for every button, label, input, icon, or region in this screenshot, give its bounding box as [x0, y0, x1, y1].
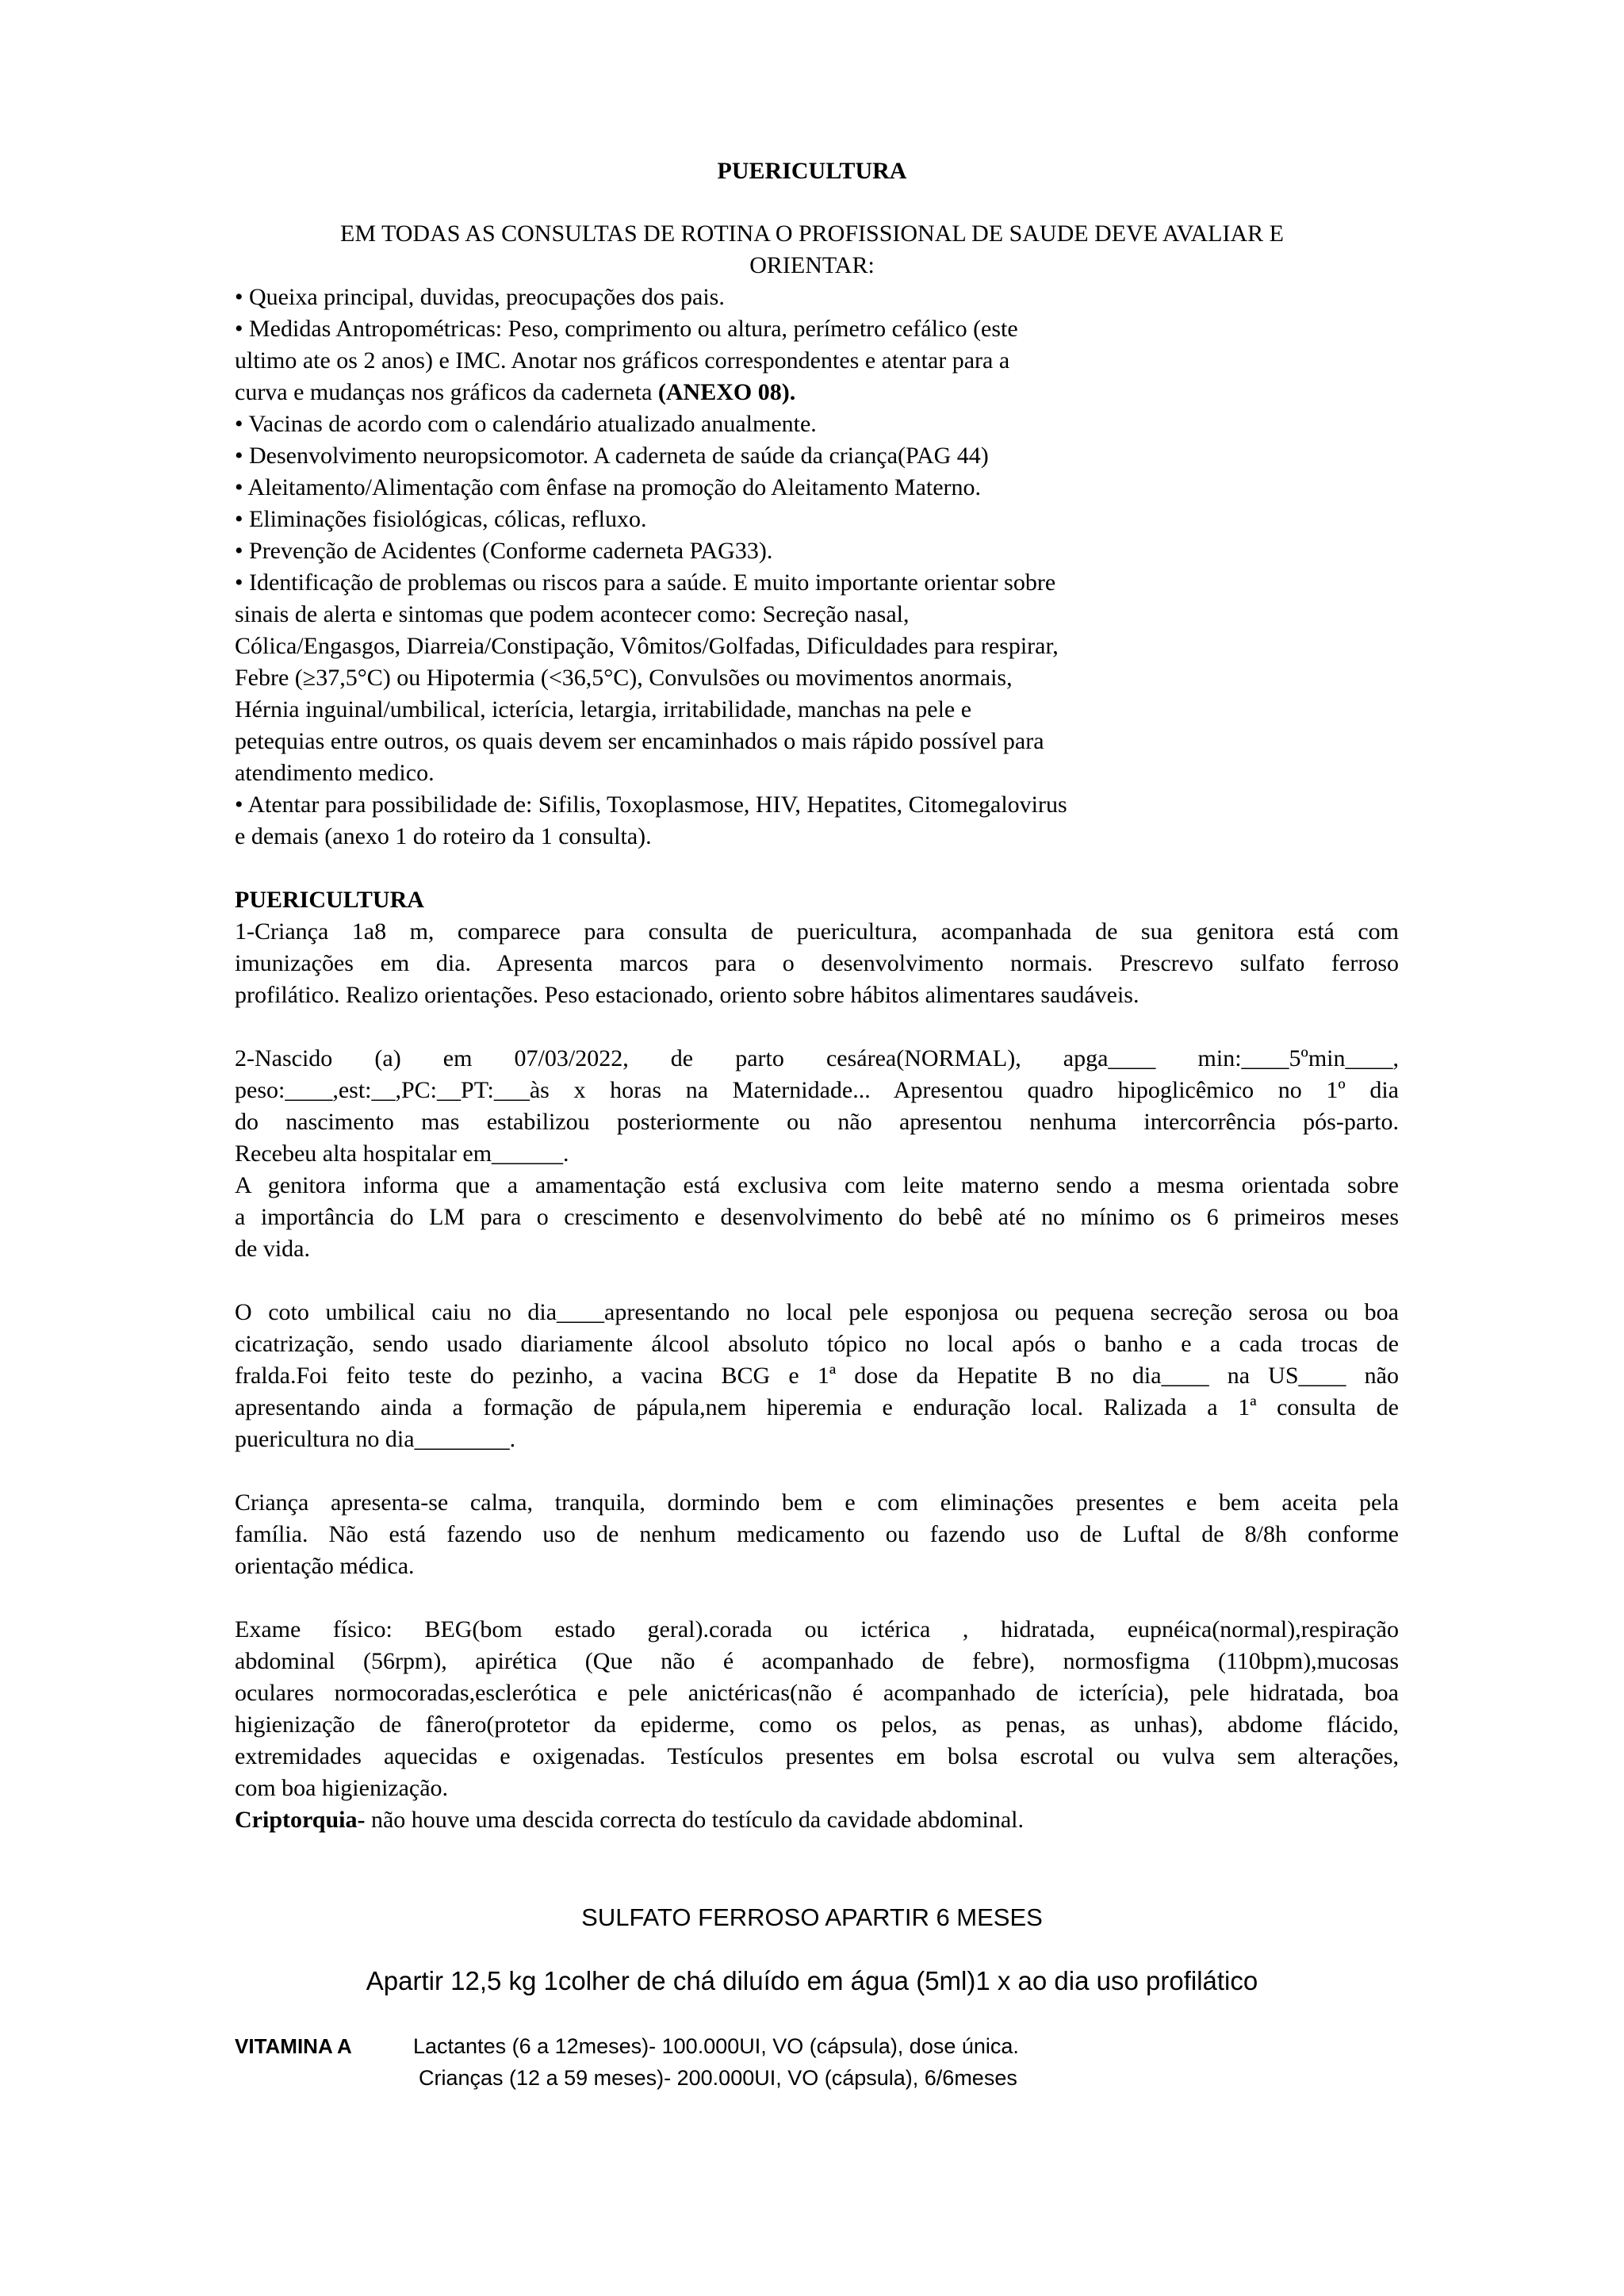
- section-heading: PUERICULTURA: [235, 887, 424, 913]
- case-paragraph-2: [235, 1043, 1399, 1265]
- sulfato-heading: SULFATO FERROSO APARTIR 6 MESES: [581, 1903, 1043, 1931]
- paragraph-line: cicatrização, sendo usado diariamente álcool absoluto tópico no local após o banho e a cada trocas de: [235, 1331, 1399, 1357]
- sulfato-dose: Apartir 12,5 kg 1colher de chá diluído em água (5ml)1 x ao dia uso profilático: [366, 1966, 1258, 1995]
- paragraph-line: puericultura no dia________.: [235, 1426, 516, 1452]
- intro-line: • Eliminações fisiológicas, cólicas, refluxo.: [235, 506, 647, 532]
- intro-line: • Identificação de problemas ou riscos para a saúde. E muito importante orientar sobre: [235, 569, 1056, 596]
- intro-line: • Prevenção de Acidentes (Conforme caderneta PAG33).: [235, 538, 773, 564]
- paragraph-line: do nascimento mas estabilizou posteriormente ou não apresentou nenhuma intercorrência pós-parto.: [235, 1109, 1399, 1135]
- paragraph-line: fralda.Foi feito teste do pezinho, a vacina BCG e 1ª dose da Hepatite B no dia____ na US____ não: [235, 1363, 1399, 1389]
- paragraph-line: imunizações em dia. Apresenta marcos para o desenvolvimento normais. Prescrevo sulfato ferroso: [235, 950, 1399, 976]
- criptorquia-definition: não houve uma descida correcta do testículo da cavidade abdominal.: [365, 1807, 1024, 1833]
- intro-line: • Aleitamento/Alimentação com ênfase na promoção do Aleitamento Materno.: [235, 474, 982, 500]
- intro-line-annex: [235, 377, 795, 408]
- case-paragraph-1: [235, 916, 1399, 1011]
- paragraph-line: abdominal (56rpm), apirética (Que não é acompanhado de febre), normosfigma (110bpm),mucosas: [235, 1648, 1399, 1674]
- paragraph-line: A genitora informa que a amamentação está exclusiva com leite materno sendo a mesma orientada sobre: [235, 1172, 1399, 1198]
- vitamina-label: VITAMINA A: [235, 2034, 352, 2058]
- intro-line: Hérnia inguinal/umbilical, icterícia, letargia, irritabilidade, manchas na pele e: [235, 696, 972, 723]
- paragraph-line: oculares normocoradas,esclerótica e pele anictéricas(não é acompanhado de icterícia), pele hidratada, boa: [235, 1680, 1399, 1706]
- intro-line: • Desenvolvimento neuropsicomotor. A caderneta de saúde da criança(PAG 44): [235, 443, 989, 469]
- vitamina-dose-line2: Crianças (12 a 59 meses)- 200.000UI, VO (cápsula), 6/6meses: [419, 2066, 1017, 2090]
- intro-line: • Vacinas de acordo com o calendário atualizado anualmente.: [235, 411, 817, 437]
- paragraph-line: 1-Criança 1a8 m, comparece para consulta de puericultura, acompanhada de sua genitora está com: [235, 918, 1399, 945]
- paragraph-line: peso:____,est:__,PC:__PT:___às x horas na Maternidade... Apresentou quadro hipoglicêmico no 1º dia: [235, 1077, 1399, 1103]
- paragraph-line: Exame físico: BEG(bom estado geral).corada ou ictérica , hidratada, eupnéica(normal),respiração: [235, 1616, 1399, 1642]
- paragraph-line: com boa higienização.: [235, 1775, 449, 1801]
- intro-line: e demais (anexo 1 do roteiro da 1 consulta).: [235, 823, 652, 849]
- intro-line: ultimo ate os 2 anos) e IMC. Anotar nos gráficos correspondentes e atentar para a: [235, 347, 1010, 374]
- intro-heading-line1: EM TODAS AS CONSULTAS DE ROTINA O PROFISSIONAL DE SAUDE DEVE AVALIAR E: [340, 220, 1284, 247]
- paragraph-line: profilático. Realizo orientações. Peso estacionado, oriento sobre hábitos alimentares saudáveis.: [235, 982, 1139, 1008]
- intro-line: petequias entre outros, os quais devem ser encaminhados o mais rápido possível para: [235, 728, 1044, 754]
- paragraph-line: Recebeu alta hospitalar em______.: [235, 1140, 569, 1167]
- intro-line: • Queixa principal, duvidas, preocupações dos pais.: [235, 284, 725, 310]
- intro-line-text: curva e mudanças nos gráficos da caderneta: [235, 379, 658, 405]
- case-paragraph-4: [235, 1487, 1399, 1582]
- intro-line: Cólica/Engasgos, Diarreia/Constipação, Vômitos/Golfadas, Dificuldades para respirar,: [235, 633, 1059, 659]
- paragraph-line: Criança apresenta-se calma, tranquila, dormindo bem e com eliminações presentes e bem aceita pela: [235, 1489, 1399, 1516]
- physical-exam-paragraph: [235, 1614, 1399, 1804]
- paragraph-line: apresentando ainda a formação de pápula,nem hiperemia e enduração local. Ralizada a 1ª consulta de: [235, 1394, 1399, 1420]
- intro-line: • Medidas Antropométricas: Peso, comprimento ou altura, perímetro cefálico (este: [235, 316, 1018, 342]
- paragraph-line: extremidades aquecidas e oxigenadas. Testículos presentes em bolsa escrotal ou vulva sem alterações,: [235, 1743, 1399, 1769]
- intro-line: Febre (≥37,5°C) ou Hipotermia (<36,5°C), Convulsões ou movimentos anormais,: [235, 665, 1013, 691]
- intro-line: atendimento medico.: [235, 760, 435, 786]
- paragraph-line: 2-Nascido (a) em 07/03/2022, de parto cesárea(NORMAL), apga____ min:____5ºmin____,: [235, 1045, 1399, 1071]
- criptorquia-line: [235, 1804, 1024, 1836]
- paragraph-line: de vida.: [235, 1236, 310, 1262]
- page-title: PUERICULTURA: [717, 158, 907, 184]
- paragraph-line: a importância do LM para o crescimento e desenvolvimento do bebê até no mínimo os 6 primeiros meses: [235, 1204, 1399, 1230]
- annex-reference: (ANEXO 08).: [657, 379, 796, 405]
- case-paragraph-3: [235, 1297, 1399, 1455]
- intro-line: sinais de alerta e sintomas que podem acontecer como: Secreção nasal,: [235, 601, 910, 627]
- vitamina-dose-line1: Lactantes (6 a 12meses)- 100.000UI, VO (cápsula), dose única.: [413, 2034, 1019, 2058]
- paragraph-line: família. Não está fazendo uso de nenhum medicamento ou fazendo uso de Luftal de 8/8h conforme: [235, 1521, 1399, 1547]
- paragraph-line: orientação médica.: [235, 1553, 415, 1579]
- criptorquia-term: Criptorquia-: [235, 1807, 366, 1833]
- intro-heading-line2: ORIENTAR:: [749, 252, 875, 278]
- paragraph-line: higienização de fânero(protetor da epiderme, como os pelos, as penas, as unhas), abdome flácido,: [235, 1711, 1399, 1738]
- intro-line: • Atentar para possibilidade de: Sifilis, Toxoplasmose, HIV, Hepatites, Citomegalovirus: [235, 792, 1067, 818]
- paragraph-line: O coto umbilical caiu no dia____apresentando no local pele esponjosa ou pequena secreção serosa ou boa: [235, 1299, 1399, 1325]
